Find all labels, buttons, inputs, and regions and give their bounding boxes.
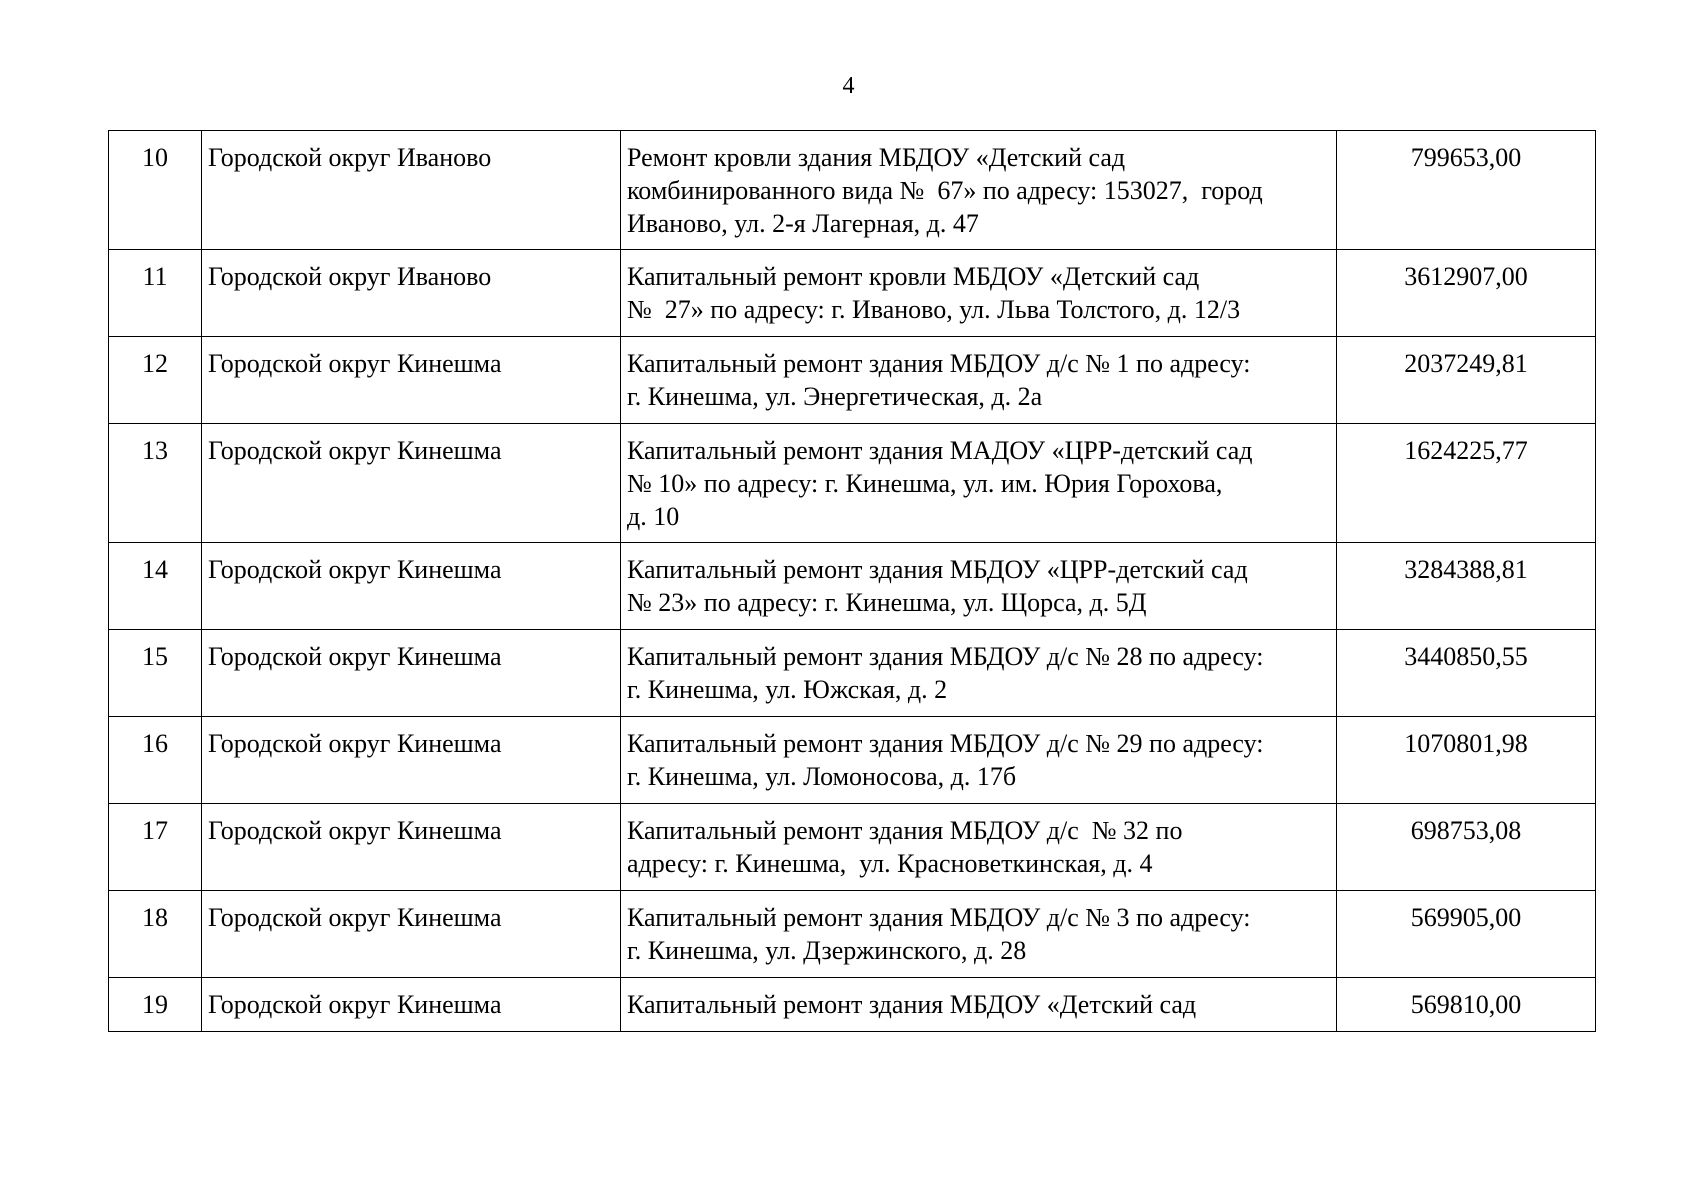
description-cell bbox=[621, 630, 1337, 717]
description-cell bbox=[621, 250, 1337, 337]
row-number: 16 bbox=[109, 717, 202, 804]
description-line: Капитальный ремонт кровли МБДОУ «Детский сад bbox=[627, 262, 1200, 291]
description-line: г. Кинешма, ул. Энергетическая, д. 2а bbox=[627, 382, 1043, 411]
table-row bbox=[109, 978, 1596, 1032]
municipality-cell: Городской округ Кинешма bbox=[202, 543, 621, 630]
description-cell bbox=[621, 891, 1337, 978]
table-body bbox=[109, 131, 1596, 1032]
municipality-cell: Городской округ Кинешма bbox=[202, 891, 621, 978]
table-row bbox=[109, 424, 1596, 543]
amount-cell: 3440850,55 bbox=[1337, 630, 1596, 717]
description-cell bbox=[621, 717, 1337, 804]
amount-cell: 3612907,00 bbox=[1337, 250, 1596, 337]
row-number: 19 bbox=[109, 978, 202, 1032]
description-cell bbox=[621, 424, 1337, 543]
table-row bbox=[109, 337, 1596, 424]
row-number: 14 bbox=[109, 543, 202, 630]
description-line: Капитальный ремонт здания МБДОУ д/с № 28 по адресу: bbox=[627, 642, 1264, 671]
amount-cell: 2037249,81 bbox=[1337, 337, 1596, 424]
table-row bbox=[109, 250, 1596, 337]
description-line: Капитальный ремонт здания МБДОУ «Детский сад bbox=[627, 990, 1197, 1019]
amount-cell: 1624225,77 bbox=[1337, 424, 1596, 543]
municipality-cell: Городской округ Иваново bbox=[202, 250, 621, 337]
municipality-cell: Городской округ Кинешма bbox=[202, 424, 621, 543]
row-number: 13 bbox=[109, 424, 202, 543]
description-line: Капитальный ремонт здания МБДОУ д/с № 32 по bbox=[627, 816, 1183, 845]
description-line: г. Кинешма, ул. Южская, д. 2 bbox=[627, 675, 948, 704]
amount-cell: 1070801,98 bbox=[1337, 717, 1596, 804]
description-cell bbox=[621, 131, 1337, 250]
row-number: 11 bbox=[109, 250, 202, 337]
table-row bbox=[109, 630, 1596, 717]
row-number: 10 bbox=[109, 131, 202, 250]
municipality-cell: Городской округ Иваново bbox=[202, 131, 621, 250]
description-cell bbox=[621, 978, 1337, 1032]
description-line: № 27» по адресу: г. Иваново, ул. Льва Толстого, д. 12/3 bbox=[627, 295, 1241, 324]
description-line: № 10» по адресу: г. Кинешма, ул. им. Юрия Горохова, bbox=[627, 469, 1223, 498]
row-number: 15 bbox=[109, 630, 202, 717]
description-line: Капитальный ремонт здания МАДОУ «ЦРР-детский сад bbox=[627, 436, 1253, 465]
description-cell bbox=[621, 543, 1337, 630]
funding-table bbox=[108, 130, 1596, 1032]
row-number: 18 bbox=[109, 891, 202, 978]
amount-cell: 569810,00 bbox=[1337, 978, 1596, 1032]
municipality-cell: Городской округ Кинешма bbox=[202, 630, 621, 717]
table-row bbox=[109, 543, 1596, 630]
description-line: Капитальный ремонт здания МБДОУ д/с № 3 по адресу: bbox=[627, 903, 1251, 932]
amount-cell: 698753,08 bbox=[1337, 804, 1596, 891]
table-row bbox=[109, 131, 1596, 250]
municipality-cell: Городской округ Кинешма bbox=[202, 804, 621, 891]
municipality-cell: Городской округ Кинешма bbox=[202, 717, 621, 804]
amount-cell: 799653,00 bbox=[1337, 131, 1596, 250]
row-number: 17 bbox=[109, 804, 202, 891]
municipality-cell: Городской округ Кинешма bbox=[202, 337, 621, 424]
description-line: Иваново, ул. 2-я Лагерная, д. 47 bbox=[627, 209, 979, 238]
description-cell bbox=[621, 804, 1337, 891]
page-number: 4 bbox=[842, 73, 855, 99]
table-row bbox=[109, 804, 1596, 891]
description-cell bbox=[621, 337, 1337, 424]
municipality-cell: Городской округ Кинешма bbox=[202, 978, 621, 1032]
description-line: д. 10 bbox=[627, 502, 680, 531]
amount-cell: 569905,00 bbox=[1337, 891, 1596, 978]
description-line: Ремонт кровли здания МБДОУ «Детский сад bbox=[627, 143, 1126, 172]
description-line: г. Кинешма, ул. Дзержинского, д. 28 bbox=[627, 936, 1027, 965]
amount-cell: 3284388,81 bbox=[1337, 543, 1596, 630]
description-line: адресу: г. Кинешма, ул. Красноветкинская, д. 4 bbox=[627, 849, 1153, 878]
row-number: 12 bbox=[109, 337, 202, 424]
description-line: Капитальный ремонт здания МБДОУ «ЦРР-детский сад bbox=[627, 555, 1248, 584]
description-line: г. Кинешма, ул. Ломоносова, д. 17б bbox=[627, 762, 1017, 791]
table-row bbox=[109, 717, 1596, 804]
table-row bbox=[109, 891, 1596, 978]
description-line: Капитальный ремонт здания МБДОУ д/с № 29 по адресу: bbox=[627, 729, 1264, 758]
description-line: комбинированного вида № 67» по адресу: 153027, город bbox=[627, 176, 1263, 205]
description-line: Капитальный ремонт здания МБДОУ д/с № 1 по адресу: bbox=[627, 349, 1251, 378]
description-line: № 23» по адресу: г. Кинешма, ул. Щорса, д. 5Д bbox=[627, 588, 1147, 617]
